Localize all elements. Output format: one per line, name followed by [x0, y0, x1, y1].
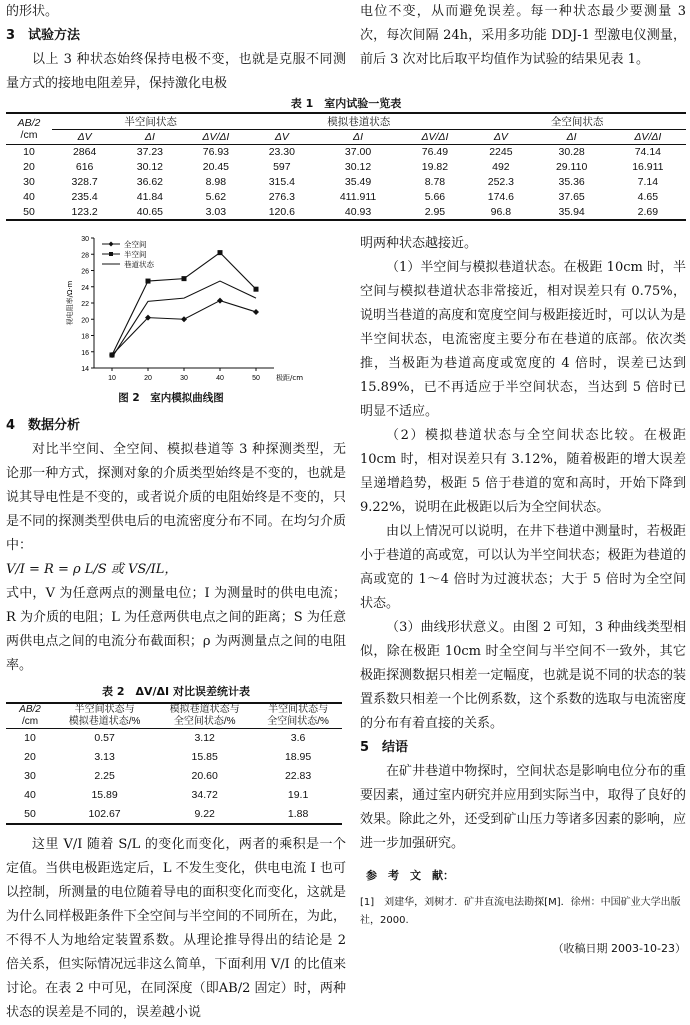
x-tick-label: 30	[180, 375, 188, 382]
table-cell: 29.110	[555, 161, 588, 173]
y-tick-label: 24	[81, 284, 89, 292]
table-row	[6, 145, 686, 160]
data-point	[253, 309, 259, 315]
ab-header: AB/2 /cm	[6, 703, 54, 729]
table-cell: 36.62	[136, 176, 164, 188]
y-tick-label: 28	[81, 252, 89, 260]
table-cell: 23.30	[268, 146, 295, 159]
table-cell: 74.14	[634, 146, 661, 159]
subheader: ΔI	[314, 130, 401, 145]
table-cell: 492	[492, 161, 510, 173]
table-row	[6, 748, 342, 767]
table-cell: 8.78	[424, 176, 446, 188]
table-cell: 5.66	[424, 191, 446, 203]
table-cell: 50	[6, 205, 52, 220]
left-column	[6, 0, 346, 96]
column-header: 半空间状态与 模拟巷道状态/%	[54, 703, 155, 729]
table-cell: 37.23	[136, 146, 164, 159]
data-point	[217, 298, 223, 304]
table-cell: 235.4	[71, 191, 98, 203]
table-row	[6, 767, 342, 786]
data-point	[146, 279, 151, 284]
x-tick-label: 40	[216, 375, 224, 382]
table-cell: 252.3	[487, 176, 515, 188]
table-cell: 20.60	[191, 770, 218, 782]
table-row	[6, 160, 686, 175]
table-cell: 50	[6, 805, 54, 824]
data-point	[182, 276, 187, 281]
paragraph: （2）模拟巷道状态与全空间状态比较。在极距 10cm 时，相对误差只有 3.12%，随着极距的增大误差呈递增趋势，极距 5 倍于巷道的宽和高时，开始下降到 9.22%，说明在此极距以后为全空间状态。	[360, 428, 686, 515]
table-cell: 0.57	[94, 732, 115, 745]
table-1-caption: 表 1 室内试验一览表	[290, 97, 402, 110]
table-cell: 20	[23, 161, 35, 173]
y-tick-label: 14	[81, 366, 89, 373]
right-column-top	[360, 0, 686, 72]
table-cell: 22.83	[284, 770, 312, 782]
references-title: 参 考 文 献：	[366, 869, 454, 882]
table-cell: 328.7	[71, 176, 98, 188]
y-tick-label: 22	[81, 301, 89, 308]
table-cell: 41.84	[136, 191, 164, 203]
y-axis-label: 视电阻率/Ω·m	[66, 280, 74, 326]
table-cell: 35.36	[558, 176, 585, 188]
x-axis-label: 极距/cm	[276, 374, 304, 382]
table-cell: 20	[24, 751, 36, 763]
ab-header: AB/2 /cm	[6, 113, 52, 145]
table-row	[6, 729, 342, 748]
table-cell: 35.94	[534, 205, 610, 220]
x-tick-label: 50	[252, 375, 260, 382]
table-cell: 34.72	[191, 789, 218, 801]
group-header: 半空间状态	[52, 113, 249, 130]
table-cell: 7.14	[637, 176, 659, 188]
table-cell: 2864	[72, 146, 97, 159]
table-cell: 19.82	[421, 161, 449, 173]
table-cell: 40.93	[314, 205, 401, 220]
analysis-paragraph: 对比半空间、全空间、模拟巷道等 3 种探测类型，无论那一种方式，探测对象的介质类型始终是不变的，也就是说其导电性是不变的，或者说介质的电阻始终是不变的，只是不同的探测类型供电后的电流密度分布不同。在均匀介质中：	[6, 442, 346, 553]
text-line: 明两种状态越接近。	[360, 236, 478, 251]
section-3-title: 3 试验方法	[6, 28, 81, 43]
table-cell: 30.12	[344, 161, 372, 173]
table-row	[6, 190, 686, 205]
table-cell: 102.67	[54, 805, 155, 824]
table-1-body	[6, 145, 686, 220]
table-cell: 3.13	[94, 751, 115, 763]
series-line	[112, 301, 256, 355]
section-5-title: 5 结语	[360, 740, 409, 755]
table-cell: 2.95	[402, 205, 469, 220]
table-cell: 15.89	[91, 789, 118, 801]
y-tick-label: 20	[81, 317, 89, 325]
table-cell: 10	[24, 732, 36, 745]
x-tick-label: 20	[144, 375, 152, 382]
table-cell: 123.2	[52, 205, 117, 220]
table-row	[6, 175, 686, 190]
table-cell: 5.62	[205, 191, 227, 203]
section-4-title: 4 数据分析	[6, 418, 81, 433]
table-cell: 1.88	[254, 805, 342, 824]
legend-label: 全空间	[124, 240, 147, 249]
table-cell: 4.65	[637, 191, 659, 203]
paragraph: （1）半空间与模拟巷道状态。在极距 10cm 时，半空间与模拟巷道状态非常接近，相对误差只有 0.75%，说明当巷道的高度和宽度空间与极距接近时，可以认为是半空间状态，电流密度主要分布在巷道的底部。依次类推，当极距为巷道高度或宽度的 4 倍时，误差已达到 15.89%，已不再适应于半空间状态，当达到 5 倍时已明显不适应。	[360, 260, 686, 419]
y-tick-label: 16	[81, 349, 89, 357]
table-cell: 18.95	[284, 751, 312, 763]
formula: V/I = R = ρ L/S 或 VS/IL，	[6, 562, 178, 577]
section-3-paragraph: 以上 3 种状态始终保持电极不变，也就是克服不同测量方式的接地电阻差异，保持激化电极	[6, 52, 346, 91]
table-cell: 120.6	[249, 205, 314, 220]
table-cell: 276.3	[268, 191, 295, 203]
subheader: ΔV	[52, 130, 117, 145]
table-cell: 174.6	[487, 191, 515, 203]
table-cell: 30.28	[558, 146, 585, 159]
table-2-caption: 表 2 ΔV/ΔI 对比误差统计表	[102, 685, 250, 698]
text-line: 的形状。	[6, 4, 59, 19]
paragraph: 由以上情况可以说明，在井下巷道中测量时，若极距小于巷道的高或宽，可以认为半空间状态；极距为巷道的高或宽的 1～4 倍时为过渡状态；大于 5 倍时为全空间状态。	[360, 524, 686, 611]
method-paragraph: 电位不变，从而避免误差。每一种状态最少要测量 3 次，每次间隔 24h，采用多功能 DDJ-1 型激电仪测量，前后 3 次对比后取平均值作为试验的结果见表 1。	[360, 4, 686, 67]
table-row	[6, 205, 686, 220]
data-point	[218, 250, 223, 255]
table-row	[6, 805, 342, 824]
table-cell: 2.69	[610, 205, 686, 220]
subheader: ΔV/ΔI	[610, 130, 686, 145]
legend-label: 半空间	[124, 250, 147, 259]
subheader: ΔV	[468, 130, 533, 145]
formula-explanation: 式中，V 为任意两点的测量电位；I 为测量时的供电电流；R 为介质的电阻；L 为任意两供电点之间的距离；S 为任意两供电点之间的电流分布截面积；ρ 为两测量点之间的电阻率。	[6, 586, 346, 673]
data-point	[181, 316, 187, 322]
legend-marker	[109, 252, 113, 256]
table-cell: 3.6	[290, 732, 306, 745]
table-cell: 3.12	[194, 732, 215, 745]
x-tick-label: 10	[108, 375, 116, 382]
table-cell: 37.65	[558, 191, 585, 203]
table-cell: 30.12	[136, 161, 164, 173]
subheader: ΔI	[534, 130, 610, 145]
table-cell: 37.00	[344, 146, 372, 159]
figure-2-chart	[46, 230, 304, 404]
table-cell: 20.45	[202, 161, 230, 173]
table-cell: 2245	[489, 146, 513, 159]
data-point	[254, 287, 259, 292]
table-cell: 16.911	[632, 161, 664, 173]
table-cell: 19.1	[287, 789, 309, 801]
discussion-paragraph: 这里 V/I 随着 S/L 的变化而变化，两者的乘积是一个定值。当供电极距选定后，L 不发生变化，供电电流 I 也可以控制，所测量的电位随着导电的面积变化而变化，这就是为什么同样极距条件下全空间与半空间的不同所在，为此，不得不人为地给定装置系数。从理论推导得出的结论是 2 倍关系，但实际情况远非这么简单，下面利用 V/I 的比值来讨论。在表 2 中可见，在同深度（即AB/2 固定）时，两种状态的误差是不同的，误差越小说	[6, 836, 346, 1020]
group-header: 全空间状态	[468, 113, 686, 130]
table-cell: 3.03	[183, 205, 250, 220]
table-cell: 315.4	[268, 176, 295, 188]
table-cell: 616	[75, 161, 94, 173]
table-cell: 2.25	[94, 770, 115, 782]
table-cell: 9.22	[155, 805, 254, 824]
table-cell: 15.85	[191, 751, 218, 763]
legend-label: 巷道状态	[124, 260, 154, 269]
column-header: 模拟巷道状态与 全空间状态/%	[155, 703, 254, 729]
conclusion-paragraph: 在矿井巷道中物探时，空间状态是影响电位分布的重要因素，通过室内研究并应用到实际当中，取得了良好的效果。除此之外，还受到矿山压力等诸多因素的影响，应进一步加强研究。	[360, 764, 686, 851]
reference-item: [1] 刘建华，刘树才．矿井直流电法勘探[M]．徐州：中国矿业大学出版社，2000.	[360, 897, 681, 926]
received-date: （收稿日期 2003-10-23）	[552, 942, 686, 955]
paragraph: （3）曲线形状意义。由图 2 可知，3 种曲线类型相似，除在极距 10cm 时全空间与半空间不一致外，其它极距探测数据只相差一定幅度，也就是说不同的状态的装置系数只相差一个比例系数，这个系数的选取与电流密度的分布有着直接的关系。	[360, 620, 686, 731]
group-header: 模拟巷道状态	[249, 113, 468, 130]
table-cell: 76.93	[202, 146, 230, 159]
left-column-mid	[6, 414, 346, 1025]
table-cell: 76.49	[421, 146, 449, 159]
line-chart	[46, 230, 304, 388]
table-cell: 40	[24, 789, 36, 801]
table-cell: 8.98	[205, 176, 227, 188]
table-cell: 10	[23, 146, 35, 159]
legend-marker	[109, 242, 114, 247]
table-cell: 30	[23, 176, 35, 188]
table-2	[6, 702, 342, 825]
table-cell: 96.8	[468, 205, 533, 220]
table-row	[6, 786, 342, 805]
subheader: ΔV/ΔI	[402, 130, 469, 145]
y-tick-label: 26	[81, 268, 89, 276]
column-header: 半空间状态与 全空间状态/%	[254, 703, 342, 729]
subheader: ΔI	[117, 130, 182, 145]
table-cell: 40.65	[117, 205, 182, 220]
table-cell: 40	[23, 191, 35, 203]
table-cell: 30	[24, 770, 36, 782]
subheader: ΔV	[249, 130, 314, 145]
table-cell: 597	[273, 161, 291, 173]
table-cell: 35.49	[344, 176, 372, 188]
figure-2-caption: 图 2 室内模拟曲线图	[118, 392, 224, 404]
table-1	[6, 112, 686, 221]
y-tick-label: 18	[81, 333, 89, 341]
table-2-body	[6, 729, 342, 824]
right-column-body	[360, 232, 686, 958]
subheader: ΔV/ΔI	[183, 130, 250, 145]
y-tick-label: 30	[81, 236, 89, 243]
table-cell: 411.911	[339, 191, 377, 203]
